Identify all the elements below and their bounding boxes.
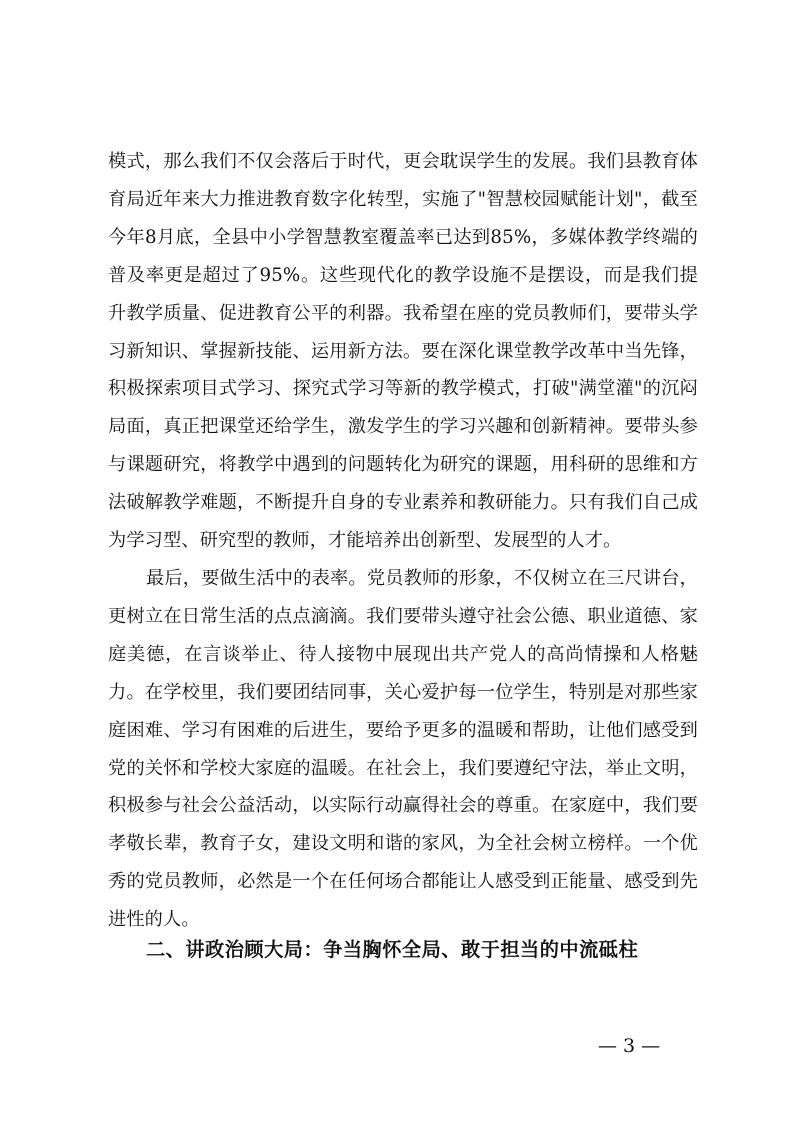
body-text: [108, 143, 698, 939]
page-number: — 3 —: [598, 1035, 661, 1057]
section-heading: 二、讲政治顾大局：争当胸怀全局、敢于担当的中流砥柱: [146, 938, 639, 961]
paragraph-continued: 模式，那么我们不仅会落后于时代，更会耽误学生的发展。我们县教育体育局近年来大力推进教育数字化转型，实施了"智慧校园赋能计划"，截至今年8月底，全县中小学智慧教室覆盖率已达到85%，多媒体教学终端的普及率更是超过了95%。这些现代化的教学设施不是摆设，而是我们提升教学质量、促进教育公平的利器。我希望在座的党员教师们，要带头学习新知识、掌握新技能、运用新方法。要在深化课堂教学改革中当先锋，积极探索项目式学习、探究式学习等新的教学模式，打破"满堂灌"的沉闷局面，真正把课堂还给学生，激发学生的学习兴趣和创新精神。要带头参与课题研究，将教学中遇到的问题转化为研究的课题，用科研的思维和方法破解教学难题，不断提升自身的专业素养和教研能力。只有我们自己成为学习型、研究型的教师，才能培养出创新型、发展型的人才。: [108, 151, 698, 552]
paragraph-role-model-in-life: 最后，要做生活中的表率。党员教师的形象，不仅树立在三尺讲台，更树立在日常生活的点点滴滴。我们要带头遵守社会公德、职业道德、家庭美德，在言谈举止、待人接物中展现出共产党人的高尚情操和人格魅力。在学校里，我们要团结同事，关心爱护每一位学生，特别是对那些家庭困难、学习有困难的后进生，要给予更多的温暖和帮助，让他们感受到党的关怀和学校大家庭的温暖。在社会上，我们要遵纪守法，举止文明，积极参与社会公益活动，以实际行动赢得社会的尊重。在家庭中，我们要孝敬长辈，教育子女，建设文明和谐的家风，为全社会树立榜样。一个优秀的党员教师，必然是一个在任何场合都能让人感受到正能量、感受到先进性的人。: [108, 567, 698, 931]
